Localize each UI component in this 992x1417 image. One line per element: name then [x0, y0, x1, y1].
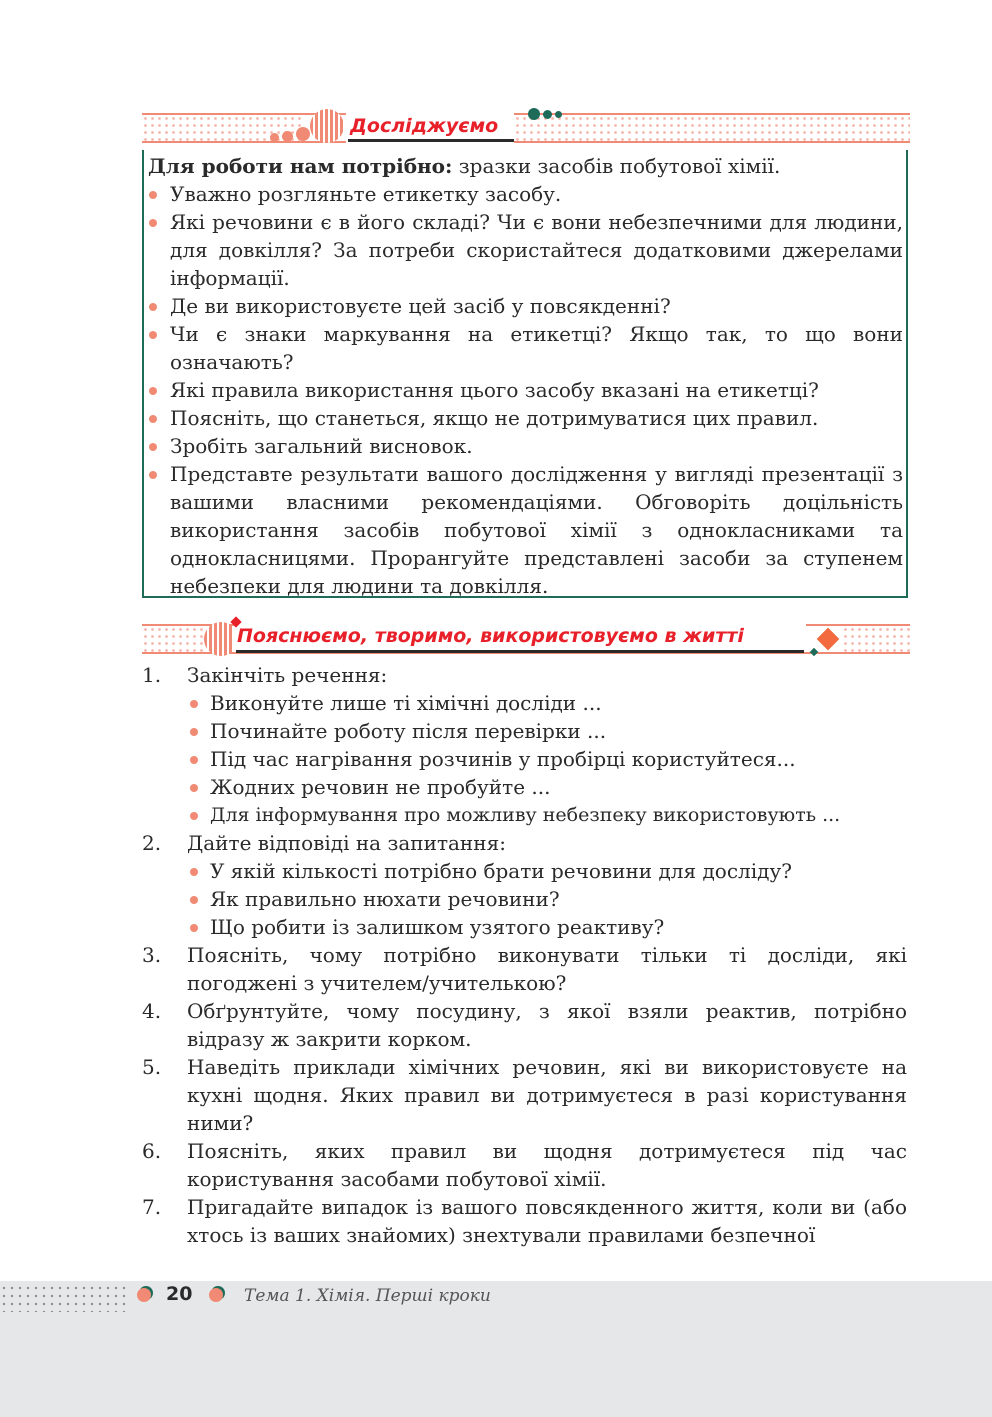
item-number: 5. [142, 1055, 162, 1079]
bullet-icon [190, 812, 198, 820]
bullet-icon [149, 443, 157, 451]
bullet-icon [190, 756, 198, 764]
sub-item: Що робити із залишком узятого реактиву? [210, 915, 665, 939]
research-step: Зробіть загальний висновок. [170, 434, 473, 458]
bullet-icon [149, 471, 157, 479]
research-step: Чи є знаки маркування на етикетці? Якщо так, то що вони означають? [170, 322, 903, 374]
research-step: Які речовини є в його складі? Чи є вони небезпечними для людини, для довкілля? За потреби скористайтеся додатковими джерелами інформації. [170, 210, 903, 290]
striped-circle-icon [204, 622, 238, 656]
sub-item: Для інформування про можливу небезпеку використовують ... [210, 804, 841, 826]
materials-label: Для роботи нам потрібно: [148, 154, 453, 178]
task-text: Наведіть приклади хімічних речовин, які ви використовуєте на кухні щодня. Яких правил ви дотримуєтеся в разі користування ними? [187, 1055, 907, 1135]
bullet-icon [190, 896, 198, 904]
decor-dot-icon [528, 108, 540, 120]
research-step: Представте результати вашого дослідження у вигляді презентації з вашими власними рекомендаціями. Обговоріть доцільність використання засобів побутової хімії з однокласниками та однокласницями. Прорангуйте представлені засоби за ступенем небезпеки для людини та довкілля. [170, 462, 903, 598]
research-step: Де ви використовуєте цей засіб у повсякденні? [170, 294, 671, 318]
page-number: 20 [166, 1283, 193, 1305]
decor-dot-icon [282, 131, 293, 142]
sub-item: Починайте роботу після перевірки ... [210, 719, 607, 743]
sub-item: У якій кількості потрібно брати речовини для досліду? [210, 859, 792, 883]
section-header-research [142, 105, 910, 150]
section-title-research: Досліджуємо [350, 115, 499, 137]
materials-line [148, 152, 903, 180]
header-bottom-line [142, 141, 910, 143]
topic-title: Тема 1. Хімія. Перші кроки [244, 1286, 491, 1306]
dot-pattern-right [842, 626, 910, 654]
bullet-icon [149, 415, 157, 423]
dot-pattern-right [514, 115, 910, 143]
page-footer [0, 1281, 992, 1417]
decor-dot-icon [555, 111, 562, 118]
task-text: Дайте відповіді на запитання: [187, 831, 506, 855]
header-top-line [142, 113, 910, 115]
dot-pattern-left [142, 626, 204, 654]
sub-item: Під час нагрівання розчинів у пробірці користуйтеся... [210, 747, 796, 771]
task-text: Поясніть, чому потрібно виконувати тільки ті досліди, які погоджені з учителем/учителькою? [187, 943, 907, 995]
task-text: Обґрунтуйте, чому посудину, з якої взяли реактив, потрібно відразу ж закрити корком. [187, 999, 907, 1051]
item-number: 2. [142, 831, 162, 855]
item-number: 7. [142, 1195, 162, 1219]
bullet-icon [149, 303, 157, 311]
striped-circle-icon [310, 109, 344, 143]
task-text: Пригадайте випадок із вашого повсякденного життя, коли ви (або хтось із ваших знайомих) знехтували правилами безпечної [187, 1195, 907, 1247]
decor-dot-icon [543, 110, 552, 119]
item-number: 1. [142, 663, 162, 687]
bullet-icon [149, 191, 157, 199]
research-step: Які правила використання цього засобу вказані на етикетці? [170, 378, 819, 402]
title-underline [348, 139, 514, 142]
decor-dot-icon [270, 133, 279, 142]
diamond-icon [810, 648, 818, 656]
section-title-apply: Пояснюємо, творимо, використовуємо в житті [237, 625, 744, 647]
bullet-icon [190, 868, 198, 876]
item-number: 4. [142, 999, 162, 1023]
sub-item: Виконуйте лише ті хімічні досліди ... [210, 691, 602, 715]
bullet-icon [149, 219, 157, 227]
bullet-icon [190, 924, 198, 932]
task-text: Закінчіть речення: [187, 663, 388, 687]
decor-dot-icon [296, 127, 310, 141]
item-number: 3. [142, 943, 162, 967]
bullet-icon [190, 784, 198, 792]
diamond-icon [817, 628, 840, 651]
sub-item: Жодних речовин не пробуйте ... [210, 775, 551, 799]
sub-item: Як правильно нюхати речовини? [210, 887, 560, 911]
research-step: Уважно розгляньте етикетку засобу. [170, 182, 562, 206]
footer-dot-pattern [0, 1284, 128, 1312]
section-header-apply [142, 620, 910, 660]
task-text: Поясніть, яких правил ви щодня дотримуєтеся під час користування засобами побутової хімії. [187, 1139, 907, 1191]
footer-dot-icon [137, 1288, 151, 1302]
bullet-icon [149, 387, 157, 395]
bullet-icon [149, 331, 157, 339]
materials-text: зразки засобів побутової хімії. [452, 154, 781, 178]
bullet-icon [190, 728, 198, 736]
footer-dot-icon [209, 1288, 223, 1302]
research-step: Поясніть, що станеться, якщо не дотримуватися цих правил. [170, 406, 819, 430]
bullet-icon [190, 700, 198, 708]
title-underline [236, 650, 804, 653]
item-number: 6. [142, 1139, 162, 1163]
